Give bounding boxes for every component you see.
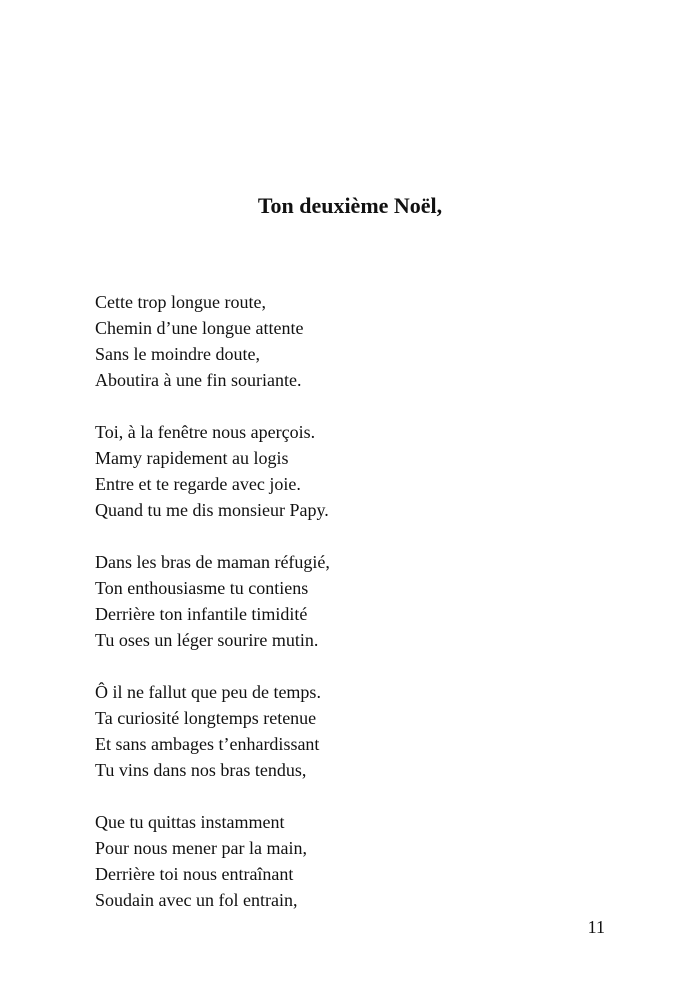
poem-line: Mamy rapidement au logis [95,448,289,468]
poem-line: Pour nous mener par la main, [95,838,307,858]
poem-line: Ô il ne fallut que peu de temps. [95,682,321,702]
poem-line: Tu vins dans nos bras tendus, [95,760,307,780]
poem-line: Que tu quittas instamment [95,812,285,832]
poem-line: Quand tu me dis monsieur Papy. [95,500,329,520]
poem-line: Derrière ton infantile timidité [95,604,308,624]
poem-line: Derrière toi nous entraînant [95,864,294,884]
page-number: 11 [587,917,605,937]
poem-line: Cette trop longue route, [95,292,266,312]
poem-line: Soudain avec un fol entrain, [95,890,298,910]
poem-line: Entre et te regarde avec joie. [95,474,301,494]
poem-line: Tu oses un léger sourire mutin. [95,630,319,650]
stanza-1 [95,289,330,393]
stanza-4 [95,679,330,783]
poem-line: Ton enthousiasme tu contiens [95,578,309,598]
poem-line: Dans les bras de maman réfugié, [95,552,330,572]
poem-line: Sans le moindre doute, [95,344,260,364]
stanza-2 [95,419,330,523]
stanza-3 [95,549,330,653]
poem-line: Ta curiosité longtemps retenue [95,708,317,728]
stanza-5 [95,809,330,913]
poem-line: Et sans ambages t’enhardissant [95,734,320,754]
poem-title: Ton deuxième Noël, [257,193,443,218]
poem-body [95,289,330,939]
poem-line: Toi, à la fenêtre nous aperçois. [95,422,316,442]
poem-line: Aboutira à une fin souriante. [95,370,302,390]
poem-line: Chemin d’une longue attente [95,318,304,338]
